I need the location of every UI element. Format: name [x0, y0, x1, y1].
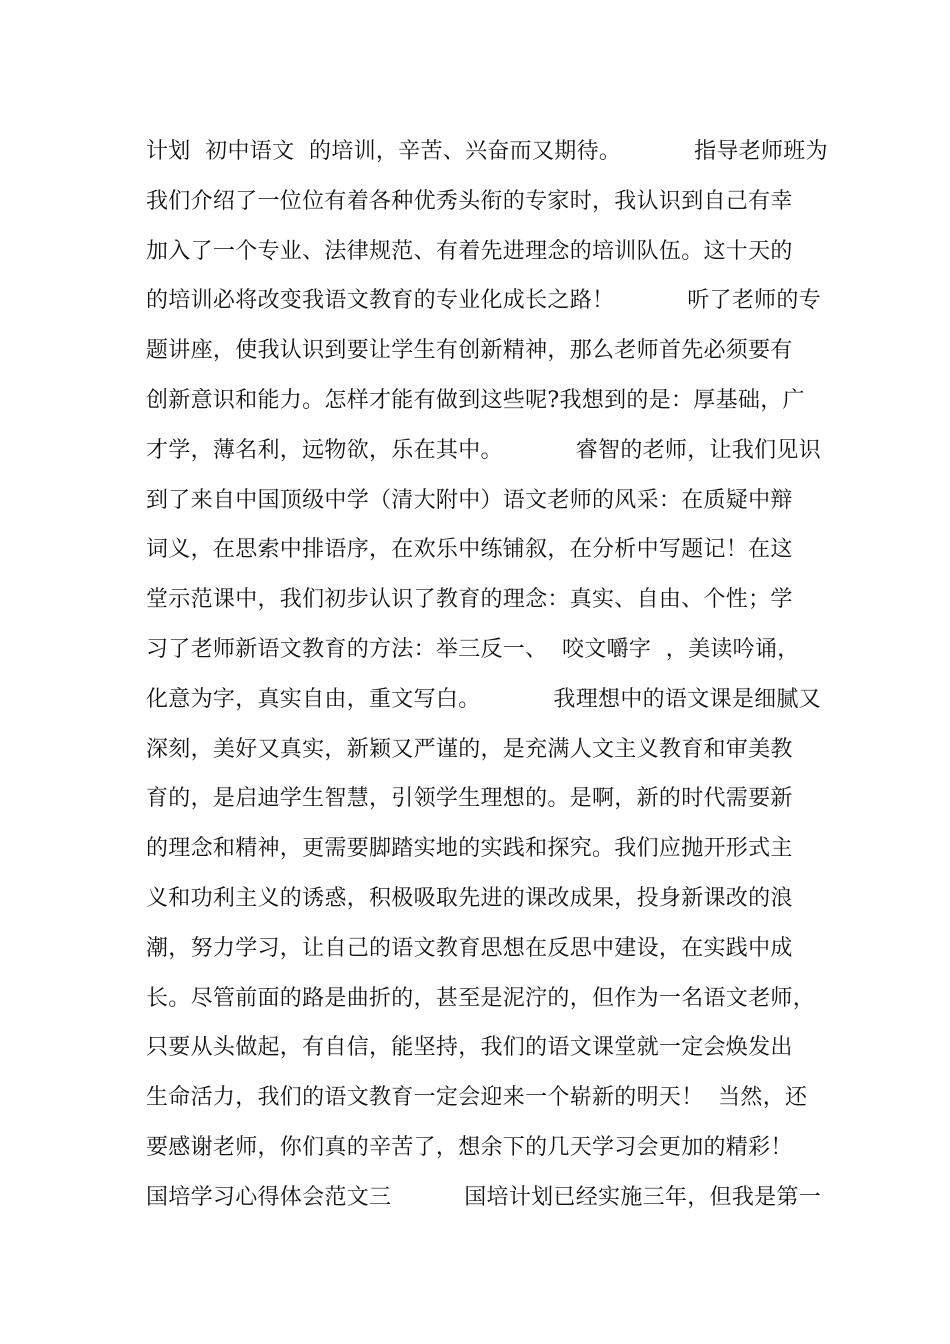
text-line: 的培训必将改变我语文教育的专业化成长之路！ 听了老师的专 [146, 288, 822, 314]
text-line: 国培学习心得体会范文三 国培计划已经实施三年，但我是第一 [146, 1184, 822, 1210]
text-line: 加入了一个专业、法律规范、有着先进理念的培训队伍。这十天的 [146, 238, 793, 264]
text-line: 只要从头做起，有自信，能坚持，我们的语文课堂就一定会焕发出 [146, 1035, 793, 1061]
text-line: 才学，薄名利，远物欲，乐在其中。 睿智的老师，让我们见识 [146, 437, 822, 463]
text-line: 创新意识和能力。怎样才能有做到这些呢?我想到的是：厚基础，广 [146, 387, 805, 413]
text-line: 习了老师新语文教育的方法：举三反一、 咬文嚼字 ，美读吟诵， [146, 636, 800, 662]
text-line: 潮，努力学习，让自己的语文教育思想在反思中建设，在实践中成 [146, 935, 793, 961]
body-text [146, 132, 846, 1228]
text-line: 长。尽管前面的路是曲折的，甚至是泥泞的，但作为一名语文老师， [146, 985, 816, 1011]
text-line: 词义，在思索中排语序，在欢乐中练铺叙，在分析中写题记！在这 [146, 537, 793, 563]
text-line: 育的，是启迪学生智慧，引领学生理想的。是啊，新的时代需要新 [146, 786, 793, 812]
text-line: 我们介绍了一位位有着各种优秀头衔的专家时，我认识到自己有幸 [146, 188, 793, 214]
text-line: 义和功利主义的诱惑，积极吸取先进的课改成果，投身新课改的浪 [146, 885, 793, 911]
text-line: 的理念和精神，更需要脚踏实地的实践和探究。我们应抛开形式主 [146, 836, 793, 862]
text-line: 化意为字，真实自由，重文写白。 我理想中的语文课是细腻又 [146, 686, 822, 712]
text-line: 要感谢老师，你们真的辛苦了，想余下的几天学习会更加的精彩！ [146, 1134, 793, 1160]
text-line: 到了来自中国顶级中学（清大附中）语文老师的风采：在质疑中辩 [146, 487, 793, 513]
text-line: 深刻，美好又真实，新颖又严谨的，是充满人文主义教育和审美教 [146, 736, 793, 762]
text-line: 题讲座，使我认识到要让学生有创新精神，那么老师首先必须要有 [146, 338, 793, 364]
text-line: 堂示范课中，我们初步认识了教育的理念：真实、自由、个性；学 [146, 587, 793, 613]
text-line: 计划 初中语文 的培训，辛苦、兴奋而又期待。 指导老师班为 [146, 139, 828, 164]
text-line: 生命活力，我们的语文教育一定会迎来一个崭新的明天！ 当然，还 [146, 1085, 808, 1111]
